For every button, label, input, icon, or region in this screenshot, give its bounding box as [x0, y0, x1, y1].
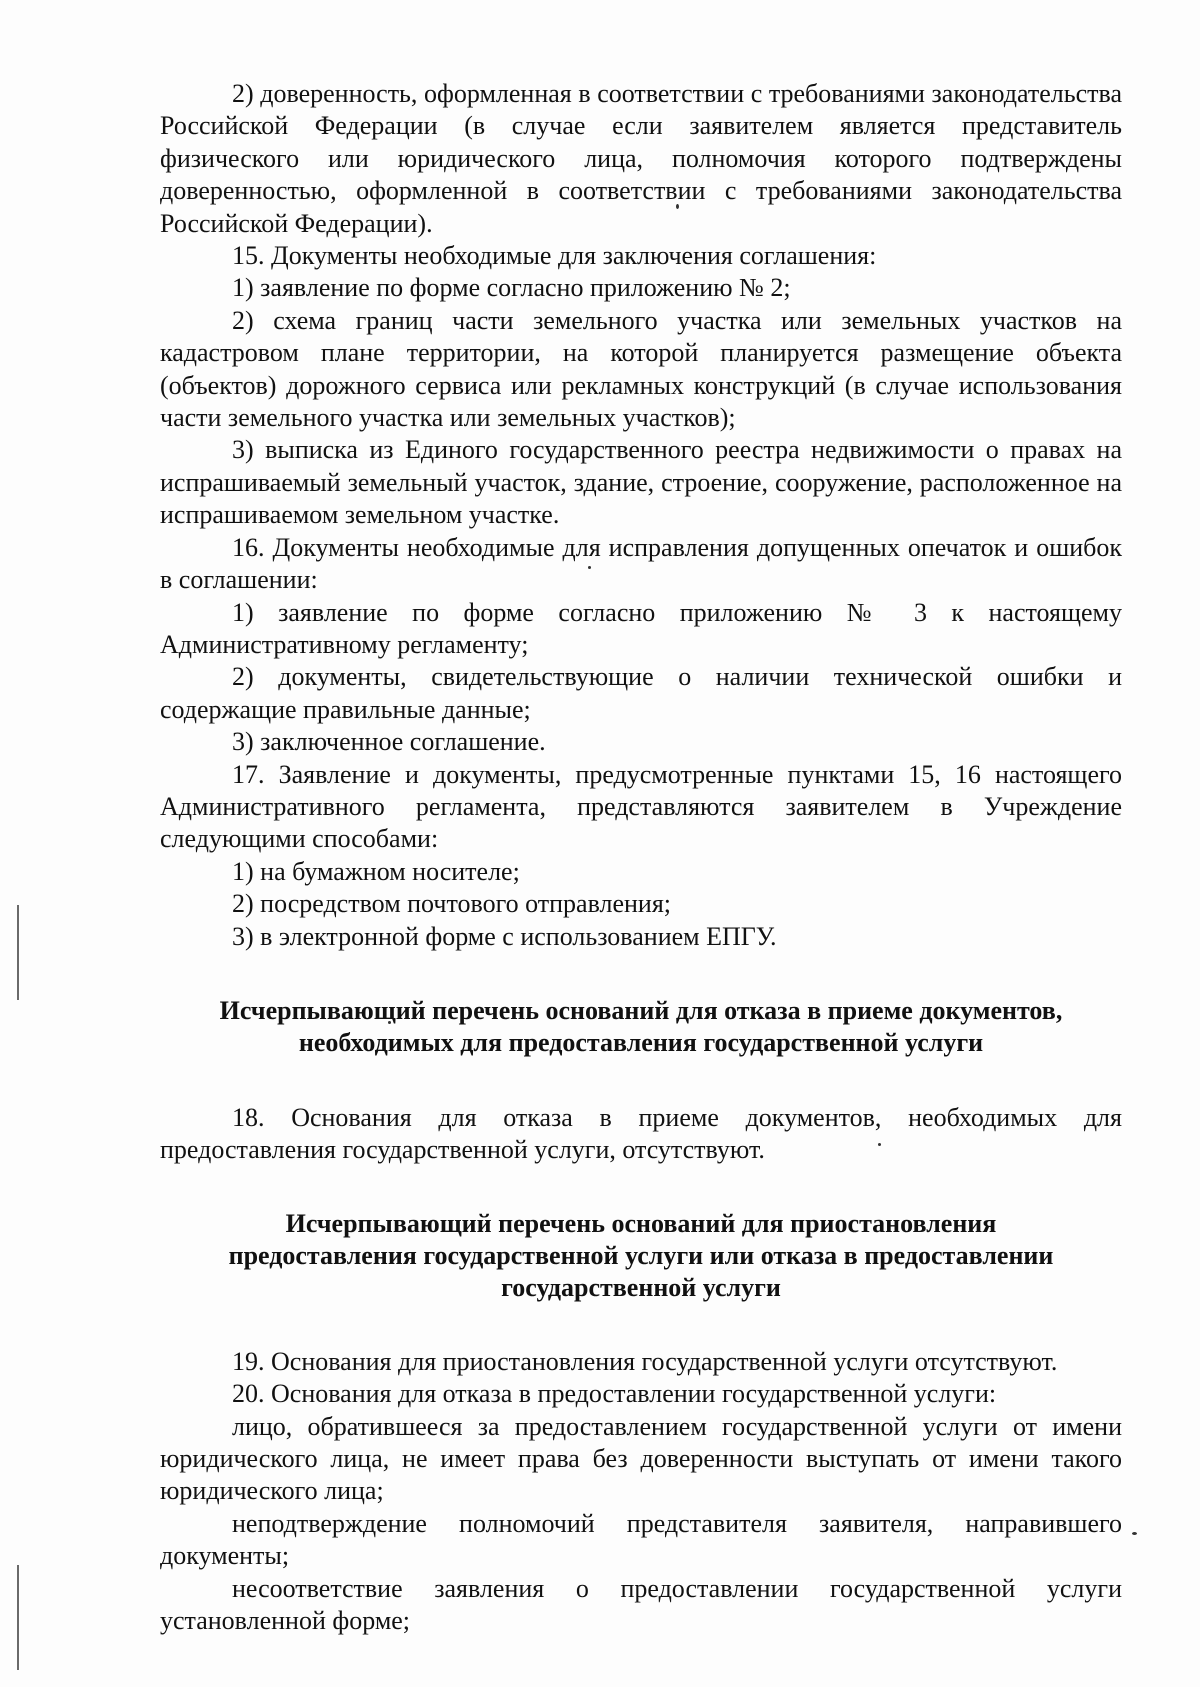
paragraph-20-ground-2: неподтверждение полномочий представителя заявителя, направившего документы; [160, 1508, 1122, 1571]
paragraph-17-item-3: 3) в электронной форме с использованием ЕПГУ. [232, 921, 777, 951]
paragraph-15-item-1: 1) заявление по форме согласно приложению № 2; [232, 273, 791, 303]
heading-line: государственной услуги [501, 1273, 781, 1303]
document-body [160, 78, 1122, 1637]
paragraph-16-item-2: 2) документы, свидетельствующие о наличии технической ошибки и содержащие правильные данные; [160, 662, 1122, 724]
paragraph-15-item-2: 2) схема границ части земельного участка или земельных участков на кадастровом плане территории, на которой планируется размещение объекта (объектов) дорожного сервиса или рекламных конструкций (в случае использования части земельного участка или земельных участков); [160, 305, 1122, 433]
paragraph-17-item-2: 2) посредством почтового отправления; [232, 889, 672, 919]
paragraph-16-item-1: 1) заявление по форме согласно приложению № 3 к настоящему Административному регламенту; [160, 597, 1122, 659]
scan-edge-line [17, 905, 19, 1000]
section-heading-refusal-to-accept [160, 995, 1122, 1060]
heading-line: Исчерпывающий перечень оснований для отказа в приеме документов, [219, 995, 1063, 1025]
paragraph-15-item-3: 3) выписка из Единого государственного реестра недвижимости о правах на испрашиваемый земельный участок, здание, строение, сооружение, расположенное на испрашиваемом земельном участке. [160, 435, 1122, 530]
paragraph-20-ground-3: несоответствие заявления о предоставлении государственной услуги установленной форме; [160, 1573, 1122, 1636]
paragraph-16-item-3: 3) заключенное соглашение. [232, 727, 546, 757]
scan-speck [1132, 1532, 1137, 1535]
paragraph-17-item-1: 1) на бумажном носителе; [232, 856, 520, 886]
heading-line: Исчерпывающий перечень оснований для приостановления [285, 1208, 997, 1238]
paragraph-20-ground-1: лицо, обратившееся за предоставлением государственной услуги от имени юридического лица, не имеет права без доверенности выступать от имени такого юридического лица; [160, 1411, 1122, 1506]
bottom-paragraphs [160, 1346, 1122, 1638]
heading-line: предоставления государственной услуги или отказа в предоставлении [228, 1241, 1054, 1270]
paragraph-19: 19. Основания для приостановления государственной услуги отсутствуют. [232, 1346, 1058, 1376]
paragraph-15-intro: 15. Документы необходимые для заключения соглашения: [232, 241, 877, 271]
paragraph-20-intro: 20. Основания для отказа в предоставлении государственной услуги: [232, 1379, 997, 1409]
paragraph-18: 18. Основания для отказа в приеме документов, необходимых для предоставления государственной услуги, отсутствуют. [160, 1102, 1122, 1165]
scan-edge-line [17, 1565, 19, 1670]
paragraph-17-intro: 17. Заявление и документы, предусмотренные пунктами 15, 16 настоящего Административного регламента, представляются заявителем в Учреждение следующими способами: [160, 759, 1122, 854]
top-paragraphs [160, 78, 1122, 953]
heading-line: необходимых для предоставления государственной услуги [298, 1028, 984, 1058]
paragraph-14-item-2: 2) доверенность, оформленная в соответствии с требованиями законодательства Российской Федерации (в случае если заявителем является представитель физического или юридического лица, полномочия которого подтверждены доверенностью, оформленной в соответствии с требованиями законодательства Российской Федерации). [160, 79, 1122, 238]
section-heading-suspension-refusal [160, 1208, 1122, 1305]
paragraph-16-intro: 16. Документы необходимые для исправления допущенных опечаток и ошибок в соглашении: [160, 532, 1122, 595]
